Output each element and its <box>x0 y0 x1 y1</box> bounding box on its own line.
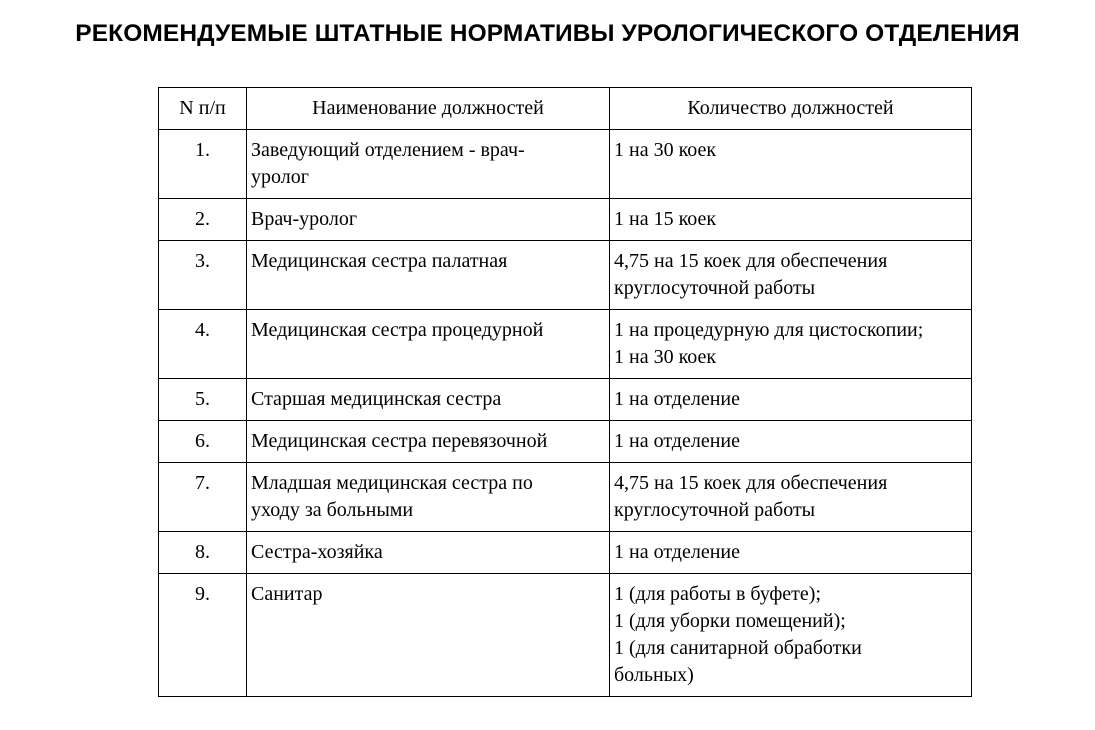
row-number: 9. <box>159 574 247 697</box>
position-quantity-line: 1 на 30 коек <box>614 139 717 161</box>
table-row <box>159 379 972 421</box>
position-quantity <box>610 199 972 241</box>
row-number: 7. <box>159 463 247 532</box>
table-row <box>159 421 972 463</box>
position-quantity-line: 1 (для работы в буфете); <box>614 583 822 605</box>
position-name-line: уролог <box>251 166 309 188</box>
row-number: 3. <box>159 241 247 310</box>
position-name-line: уходу за больными <box>251 499 414 521</box>
row-number: 8. <box>159 532 247 574</box>
position-quantity <box>610 463 972 532</box>
table-row <box>159 130 972 199</box>
position-name <box>247 574 610 697</box>
position-name <box>247 421 610 463</box>
position-name-line: Заведующий отделением - врач- <box>251 139 525 161</box>
table-row <box>159 532 972 574</box>
table-header-row <box>159 88 972 130</box>
document-title: РЕКОМЕНДУЕМЫЕ ШТАТНЫЕ НОРМАТИВЫ УРОЛОГИЧЕСКОГО ОТДЕЛЕНИЯ <box>75 20 1020 47</box>
position-quantity-line: 1 на 15 коек <box>614 208 717 230</box>
row-number: 5. <box>159 379 247 421</box>
position-name-line: Сестра-хозяйка <box>251 541 383 563</box>
position-name <box>247 532 610 574</box>
position-name <box>247 310 610 379</box>
header-name: Наименование должностей <box>247 88 610 130</box>
position-quantity-line: 1 на отделение <box>614 541 740 563</box>
position-name-line: Санитар <box>251 583 323 605</box>
position-quantity-line: 1 на 30 коек <box>614 346 717 368</box>
position-quantity <box>610 241 972 310</box>
position-quantity-line: круглосуточной работы <box>614 277 816 299</box>
position-quantity <box>610 532 972 574</box>
position-quantity-line: больных) <box>614 664 694 686</box>
header-num: N п/п <box>159 88 247 130</box>
table-row <box>159 241 972 310</box>
position-quantity-line: 4,75 на 15 коек для обеспечения <box>614 250 888 272</box>
position-name-line: Врач-уролог <box>251 208 358 230</box>
table-row <box>159 574 972 697</box>
position-name <box>247 130 610 199</box>
position-quantity-line: 4,75 на 15 коек для обеспечения <box>614 472 888 494</box>
position-quantity-line: 1 (для уборки помещений); <box>614 610 846 632</box>
position-quantity-line: 1 на отделение <box>614 388 740 410</box>
table-row <box>159 199 972 241</box>
position-name-line: Медицинская сестра процедурной <box>251 319 544 341</box>
staffing-table <box>158 87 972 697</box>
row-number: 4. <box>159 310 247 379</box>
position-name-line: Младшая медицинская сестра по <box>251 472 533 494</box>
position-quantity-line: 1 (для санитарной обработки <box>614 637 862 659</box>
position-quantity <box>610 130 972 199</box>
position-quantity <box>610 574 972 697</box>
position-quantity <box>610 310 972 379</box>
position-name-line: Старшая медицинская сестра <box>251 388 502 410</box>
position-name <box>247 199 610 241</box>
position-quantity <box>610 421 972 463</box>
position-quantity <box>610 379 972 421</box>
table-row <box>159 310 972 379</box>
position-quantity-line: 1 на отделение <box>614 430 740 452</box>
position-name <box>247 463 610 532</box>
position-name-line: Медицинская сестра перевязочной <box>251 430 548 452</box>
row-number: 2. <box>159 199 247 241</box>
position-name <box>247 241 610 310</box>
header-qty: Количество должностей <box>610 88 972 130</box>
table-row <box>159 463 972 532</box>
position-name-line: Медицинская сестра палатная <box>251 250 508 272</box>
position-quantity-line: круглосуточной работы <box>614 499 816 521</box>
position-quantity-line: 1 на процедурную для цистоскопии; <box>614 319 924 341</box>
row-number: 6. <box>159 421 247 463</box>
row-number: 1. <box>159 130 247 199</box>
position-name <box>247 379 610 421</box>
